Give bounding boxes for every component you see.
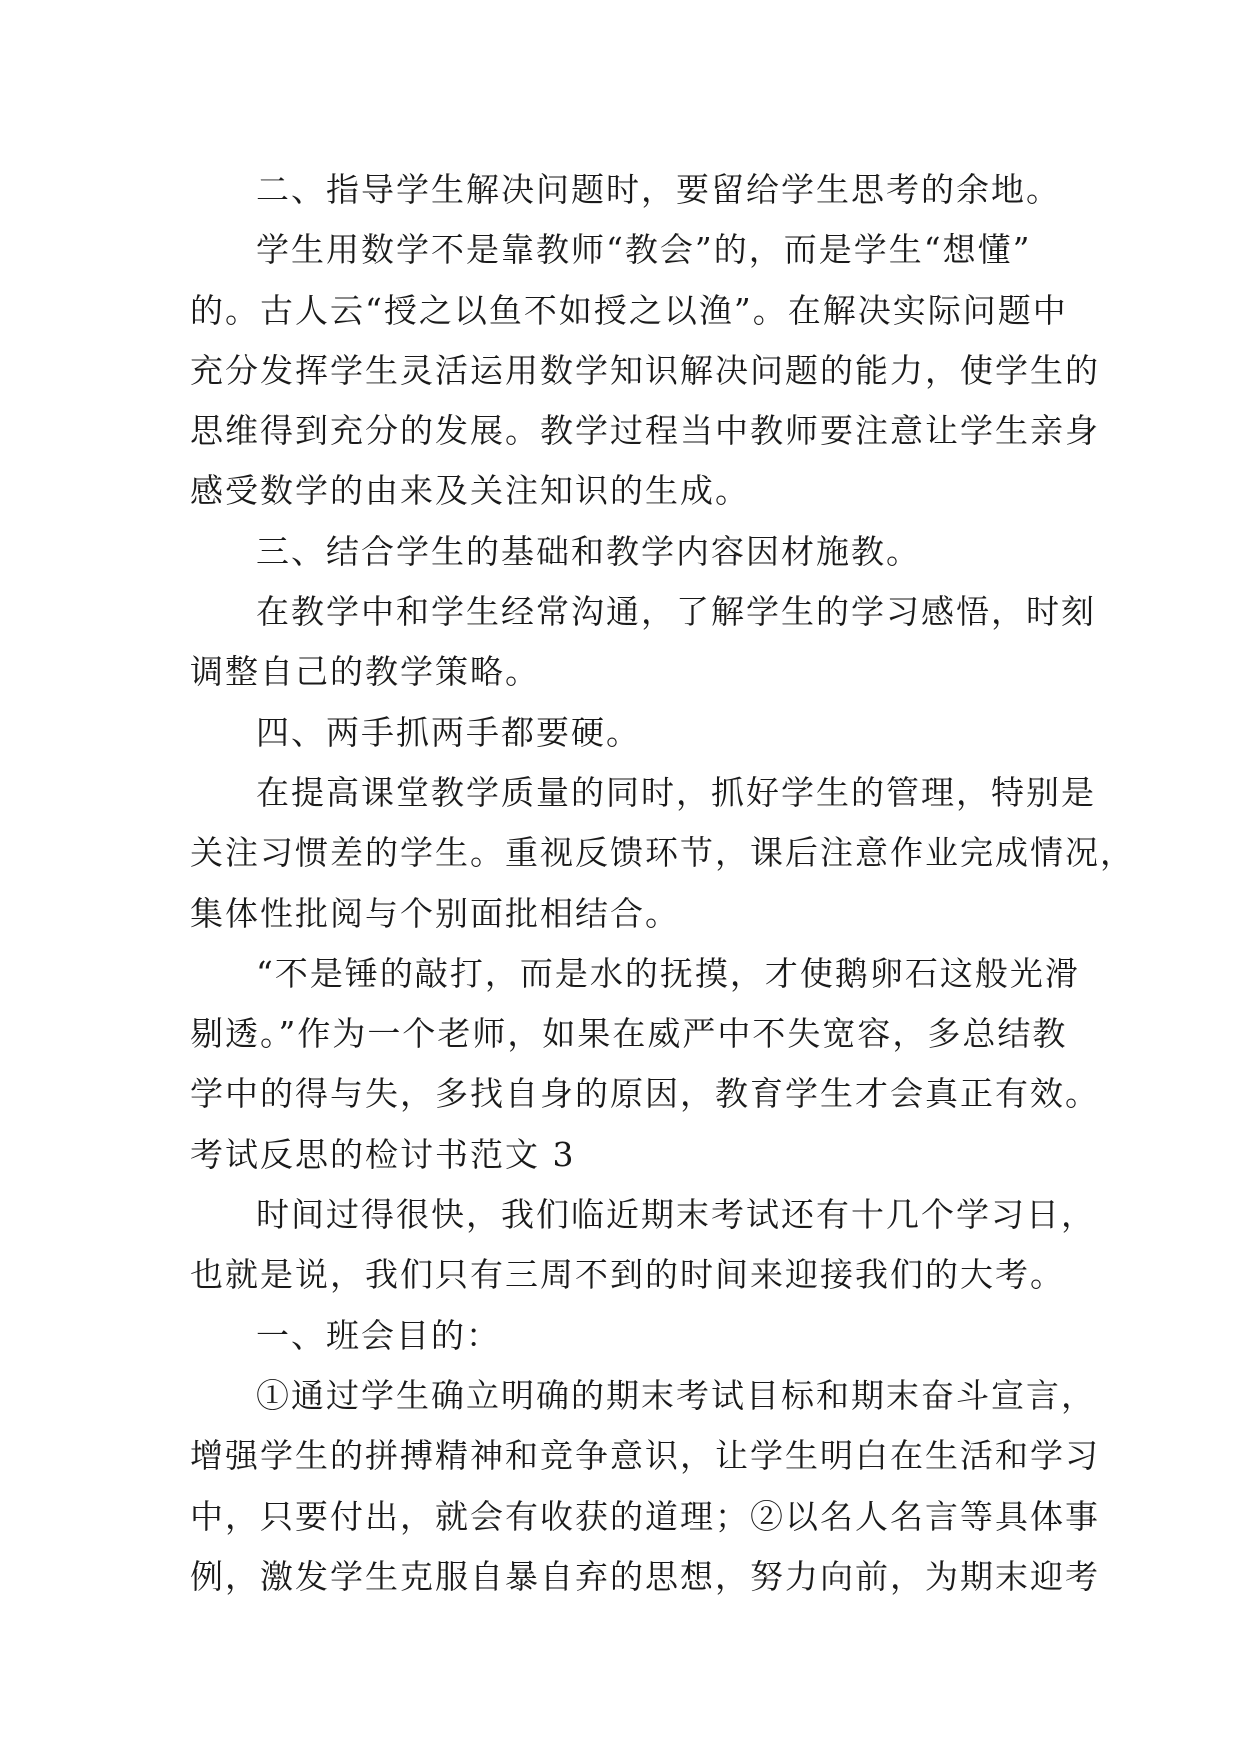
paragraph-line: 调整自己的教学策略。 bbox=[190, 652, 540, 692]
paragraph-line: 学生用数学不是靠教师“教会”的，而是学生“想懂” bbox=[256, 230, 1032, 270]
paragraph-line: 在教学中和学生经常沟通，了解学生的学习感悟，时刻 bbox=[256, 592, 1096, 632]
paragraph-line: 感受数学的由来及关注知识的生成。 bbox=[190, 471, 750, 511]
heading-guide-students: 二、指导学生解决问题时，要留给学生思考的余地。 bbox=[256, 170, 1061, 209]
paragraph-line: 学中的得与失，多找自身的原因，教育学生才会真正有效。 bbox=[190, 1074, 1100, 1114]
quote-line: “不是锤的敲打，而是水的抚摸，才使鹅卵石这般光滑 bbox=[256, 953, 1080, 993]
paragraph-line: 充分发挥学生灵活运用数学知识解决问题的能力，使学生的 bbox=[190, 350, 1100, 390]
paragraph-line: 在提高课堂教学质量的同时，抓好学生的管理，特别是 bbox=[256, 772, 1096, 812]
paragraph-line: 的。古人云“授之以鱼不如授之以渔”。在解决实际问题中 bbox=[190, 290, 1068, 330]
paragraph-line: 剔透。”作为一个老师，如果在威严中不失宽容，多总结教 bbox=[190, 1014, 1068, 1054]
paragraph-line: 中，只要付出，就会有收获的道理；②以名人名言等具体事 bbox=[190, 1496, 1100, 1536]
paragraph-line: 关注习惯差的学生。重视反馈环节，课后注意作业完成情况， bbox=[190, 833, 1135, 873]
heading-meeting-purpose: 一、班会目的： bbox=[256, 1315, 501, 1355]
section-title: 考试反思的检讨书范文 3 bbox=[190, 1134, 576, 1174]
paragraph-line: 集体性批阅与个别面批相结合。 bbox=[190, 893, 680, 933]
heading-teach-by-aptitude: 三、结合学生的基础和教学内容因材施教。 bbox=[256, 531, 921, 571]
paragraph-line: 例，激发学生克服自暴自弃的思想，努力向前，为期末迎考 bbox=[190, 1556, 1100, 1596]
paragraph-line: 时间过得很快，我们临近期末考试还有十几个学习日， bbox=[256, 1195, 1096, 1235]
document-body bbox=[190, 160, 1135, 1607]
paragraph-line: 也就是说，我们只有三周不到的时间来迎接我们的大考。 bbox=[190, 1255, 1065, 1295]
paragraph-line: 思维得到充分的发展。教学过程当中教师要注意让学生亲身 bbox=[190, 411, 1100, 451]
paragraph-line: ①通过学生确立明确的期末考试目标和期末奋斗宣言， bbox=[256, 1375, 1096, 1415]
heading-both-hands: 四、两手抓两手都要硬。 bbox=[256, 712, 641, 752]
paragraph-line: 增强学生的拼搏精神和竞争意识，让学生明白在生活和学习 bbox=[190, 1436, 1100, 1476]
